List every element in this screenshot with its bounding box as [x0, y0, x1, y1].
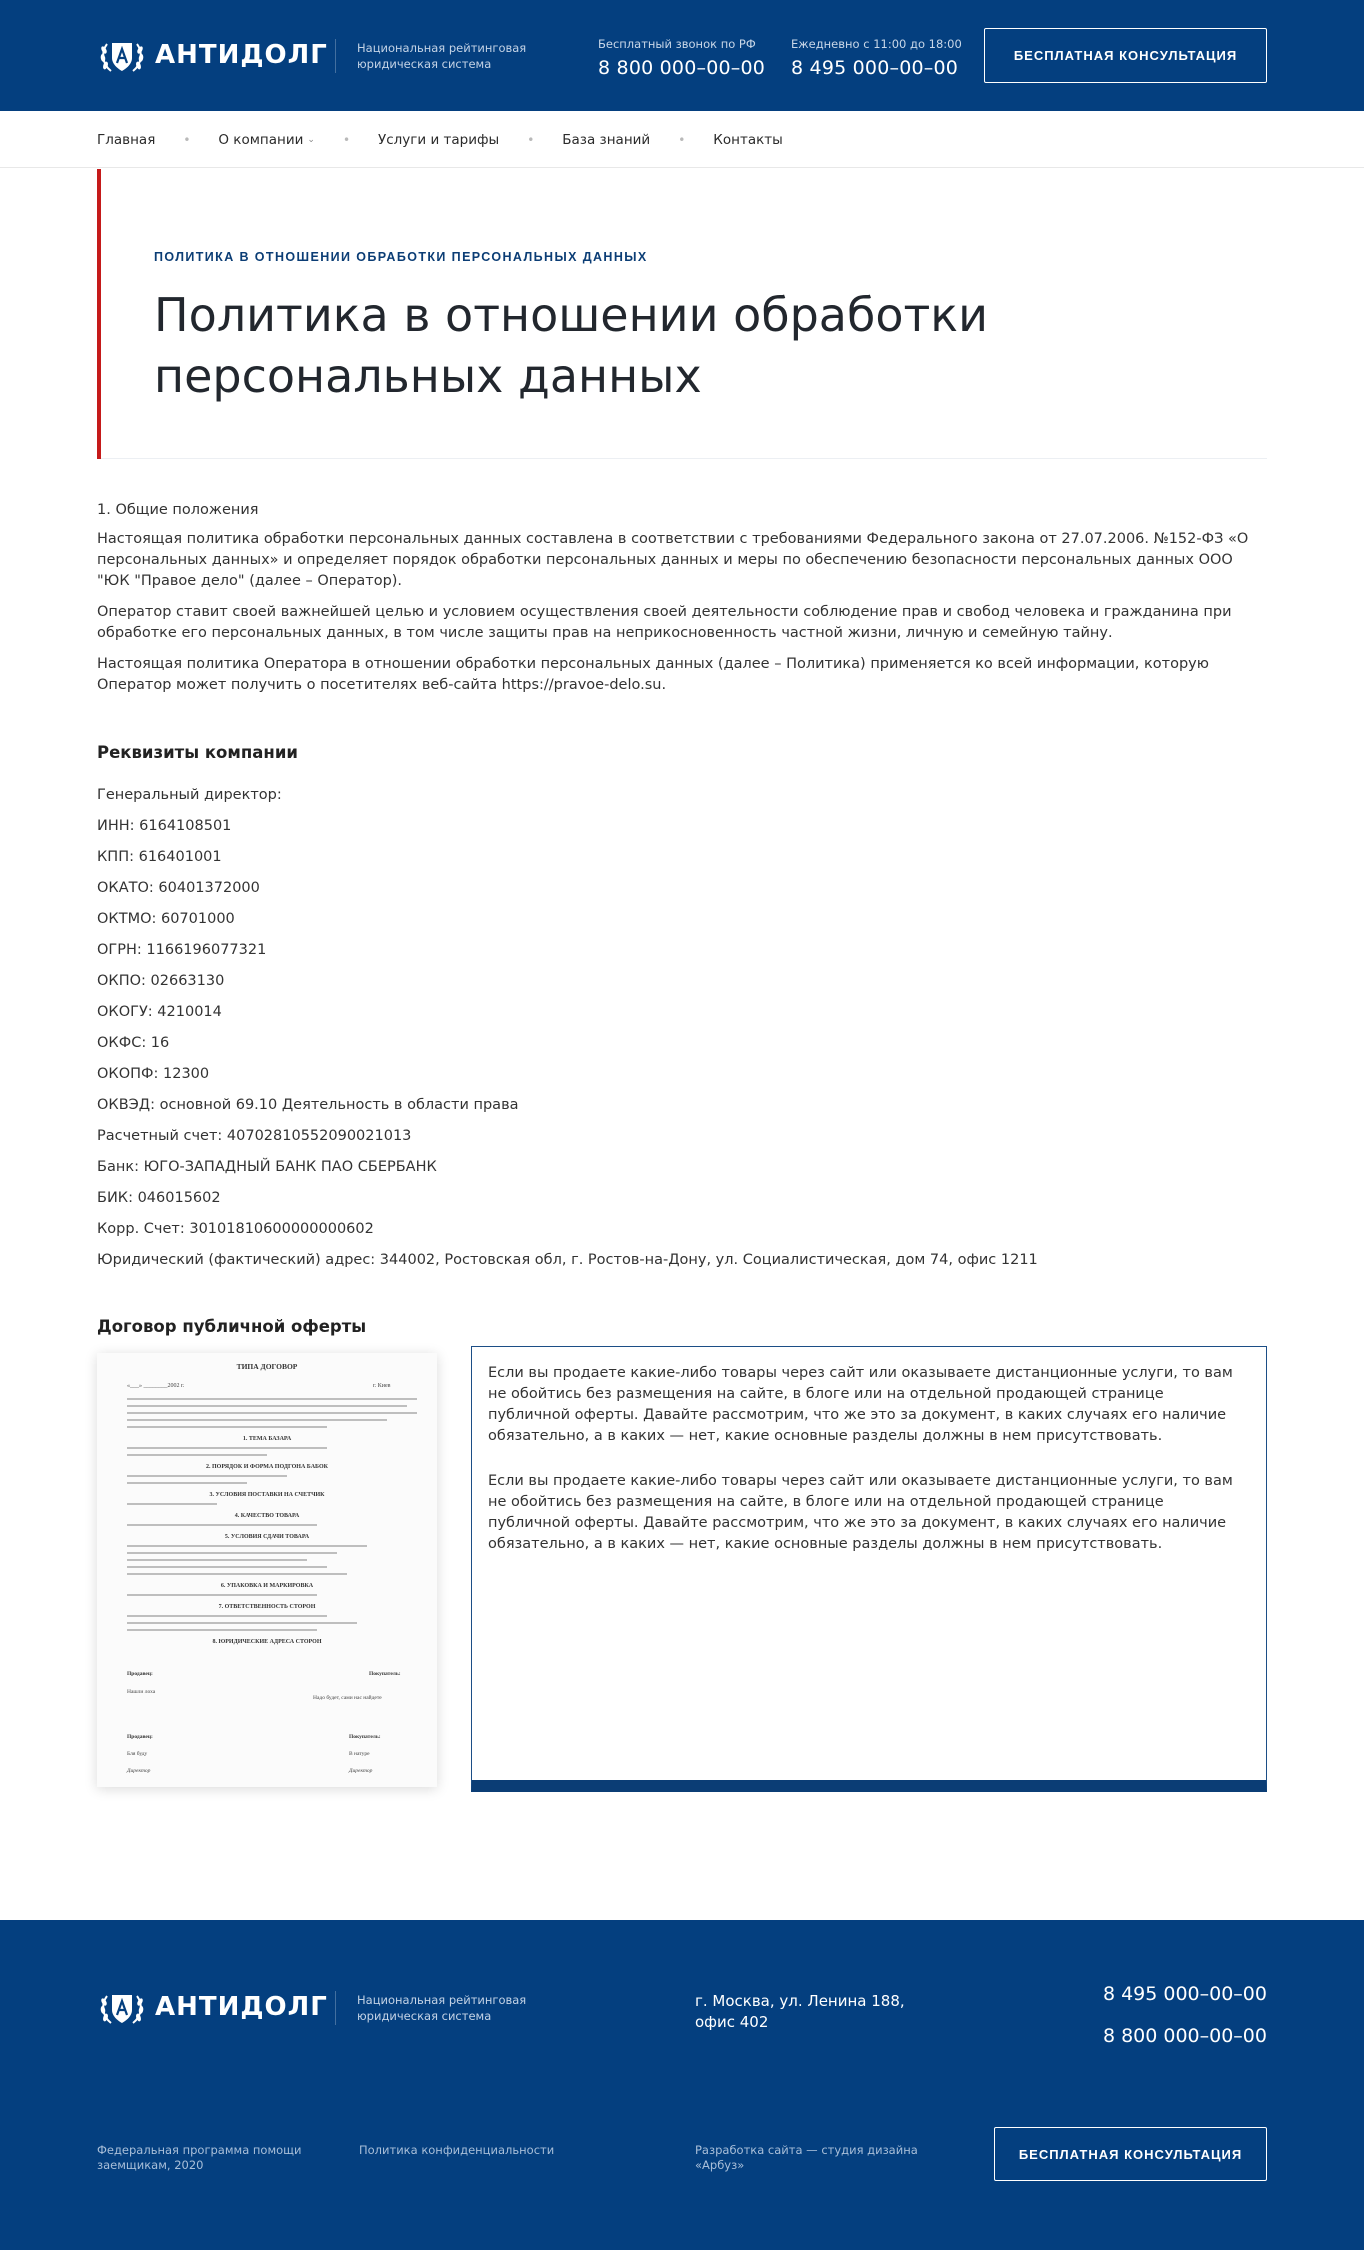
list-item: Генеральный директор:: [97, 787, 282, 803]
list-item: ОКОПФ: 12300: [97, 1066, 210, 1082]
doc-director: Директор: [127, 1768, 151, 1774]
logo[interactable]: [97, 30, 328, 80]
doc-section-heading: 4. КАЧЕСТВО ТОВАРА: [234, 1513, 300, 1519]
chevron-down-icon: ⌄: [307, 134, 315, 145]
privacy-policy-link[interactable]: Политика конфиденциальности: [359, 2143, 555, 2157]
phone-caption: Ежедневно с 11:00 до 18:00: [791, 37, 962, 51]
contract-document-preview[interactable]: [97, 1353, 437, 1787]
list-item: Банк: ЮГО-ЗАПАДНЫЙ БАНК ПАО СБЕРБАНК: [97, 1159, 437, 1175]
doc-buyer: Покупатель:: [369, 1671, 401, 1677]
page-title: [154, 285, 1054, 407]
doc-section-heading: 6. УПАКОВКА И МАРКИРОВКА: [220, 1583, 314, 1589]
list-item: ОКВЭД: основной 69.10 Деятельность в области права: [97, 1097, 519, 1113]
doc-date: «___» ________2002 г.: [127, 1383, 185, 1389]
nav-separator: •: [678, 132, 686, 147]
nav-item-contacts[interactable]: [713, 132, 782, 148]
main-content: [97, 459, 1267, 1821]
list-item: ОКТМО: 60701000: [97, 911, 235, 927]
copyright: Федеральная программа помощи заемщикам, 2020: [97, 2143, 302, 2172]
nav-separator: •: [342, 132, 351, 147]
doc-heading: ТИПА ДОГОВОР: [236, 1362, 298, 1371]
free-consultation-button[interactable]: БЕСПЛАТНАЯ КОНСУЛЬТАЦИЯ: [994, 2127, 1267, 2181]
page-title-line: Политика в отношении обработки: [154, 288, 988, 342]
page-title-line: персональных данных: [154, 349, 702, 403]
logo-text: АНТИДОЛГ: [155, 40, 328, 70]
paragraph: Если вы продаете какие-либо товары через сайт или оказываете дистанционные услуги, то вам не обойтись без размещения на сайте, в блоге или на отдельной продающей странице публичной оферты. Давайте рассмотрим, что же это за документ, в каких случаях его наличие обязательно, а в каких — нет, какие основные разделы должны в нем присутствовать.: [488, 1365, 1233, 1444]
paragraph: Настоящая политика обработки персональных данных составлена в соответствии с требованиями Федерального закона от 27.07.2006. №152-ФЗ «О персональных данных» и определяет порядок обработки персональных данных и меры по обеспечению безопасности персональных данных ООО "ЮК "Правое дело" (далее – Оператор).: [97, 531, 1249, 589]
offer-block: [97, 1346, 1267, 1821]
nav-separator: •: [183, 132, 191, 147]
laurel-shield-icon: [97, 30, 147, 80]
nav-item-knowledge[interactable]: [562, 132, 650, 148]
offer-description: [471, 1346, 1267, 1792]
header-phone-moscow: [791, 37, 962, 79]
logo-text: АНТИДОЛГ: [155, 1992, 328, 2022]
nav-item-services[interactable]: [378, 132, 499, 148]
footer-phones: [1103, 1982, 1267, 2048]
paragraph: Оператор ставит своей важнейшей целью и условием осуществления своей деятельности соблюдение прав и свобод человека и гражданина при обработке его персональных данных, в том числе защиты прав на неприкосновенность частной жизни, личную и семейную тайну.: [97, 604, 1232, 641]
list-item: ОГРН: 1166196077321: [97, 942, 267, 958]
list-item: ИНН: 6164108501: [97, 818, 232, 834]
doc-section-heading: 7. ОТВЕТСТВЕННОСТЬ СТОРОН: [218, 1604, 316, 1610]
nav-item-label: О компании: [218, 131, 304, 148]
paragraph: Если вы продаете какие-либо товары через сайт или оказываете дистанционные услуги, то вам не обойтись без размещения на сайте, в блоге или на отдельной продающей странице публичной оферты. Давайте рассмотрим, что же это за документ, в каких случаях его наличие обязательно, а в каких — нет, какие основные разделы должны в нем присутствовать.: [488, 1473, 1233, 1552]
nav-item-home[interactable]: [97, 132, 155, 148]
doc-section-heading: 1. ТЕМА БАЗАРА: [242, 1436, 292, 1442]
offer-title: Договор публичной оферты: [97, 1317, 367, 1336]
header-phone-free: [598, 37, 765, 79]
doc-seller: Продавец:: [127, 1734, 153, 1740]
doc-sign-left: Бля буду: [127, 1751, 148, 1757]
doc-section-heading: 8. ЮРИДИЧЕСКИЕ АДРЕСА СТОРОН: [212, 1639, 322, 1645]
site-header: [0, 0, 1364, 111]
phone-caption: Бесплатный звонок по РФ: [598, 37, 756, 51]
divider: [335, 39, 336, 73]
nav-item-label: Главная: [97, 131, 156, 148]
doc-section-heading: 5. УСЛОВИЯ СДАЧИ ТОВАРА: [224, 1534, 310, 1540]
laurel-shield-icon: [97, 1982, 147, 2032]
accent-bar: [97, 169, 101, 459]
page-hero: [97, 168, 1267, 459]
paragraph: Настоящая политика Оператора в отношении обработки персональных данных (далее – Политика) применяется ко всей информации, которую Оператор может получить о посетителях веб-сайта https://pravoe-delo.su.: [97, 656, 1209, 693]
document-page-image: [97, 1353, 437, 1787]
list-item: ОКОГУ: 4210014: [97, 1004, 222, 1020]
nav-item-label: База знаний: [562, 131, 651, 148]
nav-item-about[interactable]: [218, 132, 315, 148]
general-provisions: [97, 500, 1267, 696]
list-item: Расчетный счет: 40702810552090021013: [97, 1128, 412, 1144]
list-item: ОКАТО: 60401372000: [97, 880, 260, 896]
doc-section-heading: 3. УСЛОВИЯ ПОСТАВКИ НА СЧЕТЧИК: [209, 1492, 325, 1498]
phone-number-link[interactable]: 8 495 000–00–00: [1102, 1983, 1267, 2005]
phone-number-link[interactable]: 8 495 000–00–00: [791, 57, 959, 79]
requisites-title: Реквизиты компании: [97, 743, 298, 762]
nav-item-label: Услуги и тарифы: [378, 131, 500, 148]
list-item: БИК: 046015602: [97, 1190, 221, 1206]
main-nav: [0, 111, 1364, 168]
site-footer: [0, 1920, 1364, 2250]
footer-logo[interactable]: [97, 1982, 328, 2032]
list-item: ОКФС: 16: [97, 1035, 170, 1051]
requisites-list: [97, 780, 1267, 1276]
nav-separator: •: [527, 132, 535, 147]
list-item: Юридический (фактический) адрес: 344002, Ростовская обл, г. Ростов-на-Дону, ул. Социалистическая, дом 74, офис 1211: [97, 1252, 1038, 1268]
doc-left-sign: Нашли лоха: [127, 1689, 156, 1695]
phone-number-link[interactable]: 8 800 000–00–00: [1102, 2025, 1267, 2047]
footer-address: г. Москва, ул. Ленина 188, офис 402: [695, 1992, 905, 2031]
list-item: Корр. Счет: 30101810600000000602: [97, 1221, 374, 1237]
doc-buyer: Покупатель:: [349, 1734, 381, 1740]
logo-tagline: Национальная рейтинговая юридическая система: [357, 1993, 527, 2023]
section-heading: 1. Общие положения: [97, 502, 259, 518]
nav-item-label: Контакты: [713, 131, 783, 148]
list-item: ОКПО: 02663130: [97, 973, 225, 989]
phone-number-link[interactable]: 8 800 000–00–00: [598, 57, 766, 79]
doc-city: г. Киев: [373, 1383, 391, 1389]
list-item: КПП: 616401001: [97, 849, 222, 865]
doc-seller: Продавец:: [127, 1671, 153, 1677]
doc-section-heading: 2. ПОРЯДОК И ФОРМА ПОДГОНА БАБОК: [206, 1464, 328, 1470]
doc-director: Директор: [349, 1768, 373, 1774]
free-consultation-button[interactable]: БЕСПЛАТНАЯ КОНСУЛЬТАЦИЯ: [984, 28, 1267, 83]
breadcrumb: ПОЛИТИКА В ОТНОШЕНИИ ОБРАБОТКИ ПЕРСОНАЛЬНЫХ ДАННЫХ: [154, 250, 648, 264]
developer-credit-link[interactable]: Разработка сайта — студия дизайна «Арбуз»: [695, 2143, 918, 2172]
doc-right-sign: Надо будет, сами нас найдете: [313, 1695, 382, 1701]
divider: [335, 1991, 336, 2025]
logo-tagline: Национальная рейтинговая юридическая система: [357, 41, 527, 71]
doc-sign-right: В натуре: [349, 1751, 370, 1757]
